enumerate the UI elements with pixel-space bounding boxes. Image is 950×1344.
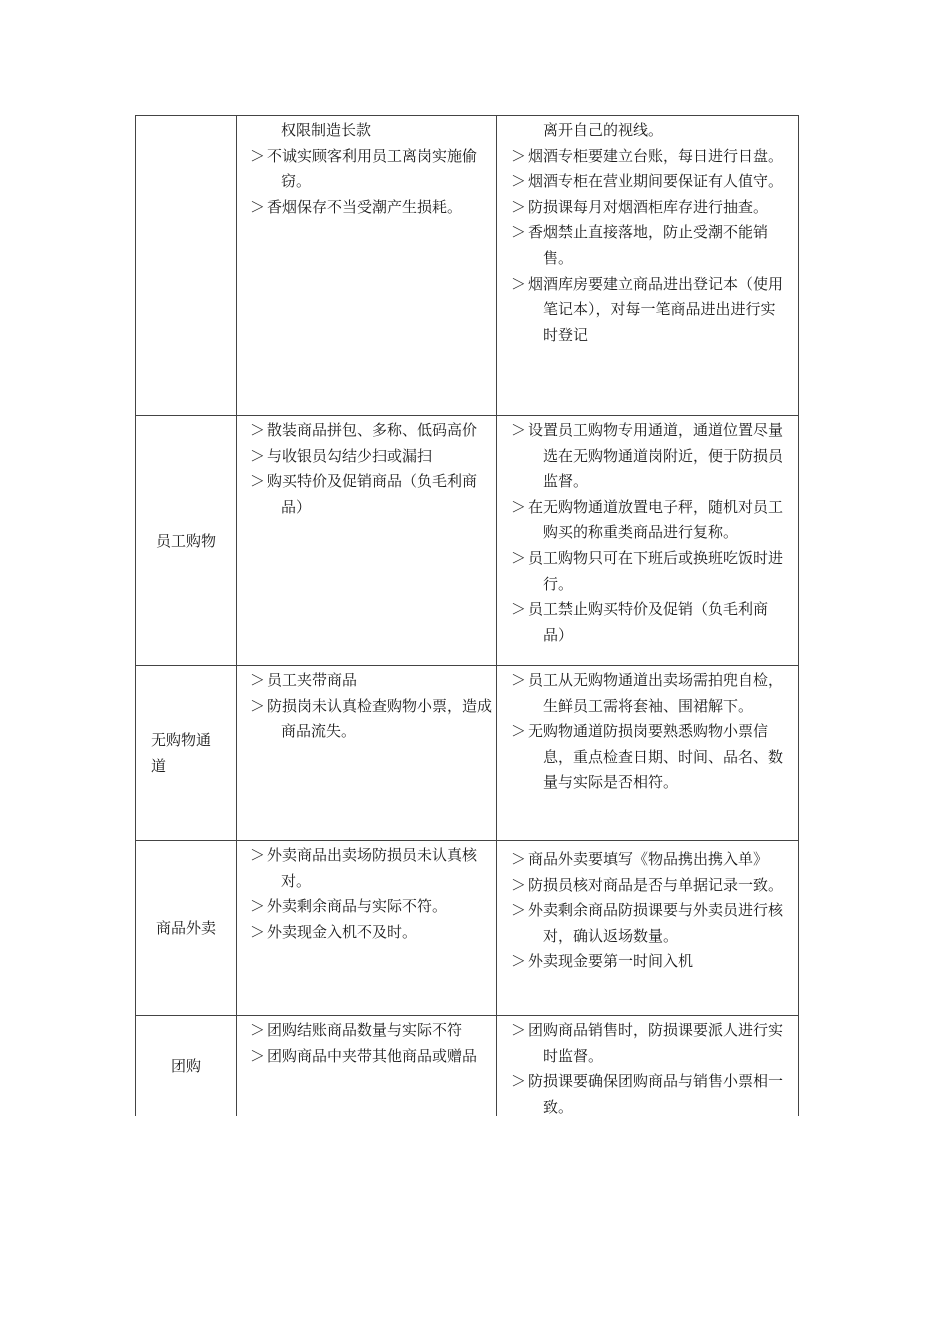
measure-item: ＞ 烟酒专柜要建立台账，每日进行日盘。 xyxy=(511,144,785,170)
category-cell: 团购 xyxy=(170,1057,201,1075)
risk-item: ＞ 外卖剩余商品与实际不符。 xyxy=(250,894,494,920)
arrow-marker: ＞ xyxy=(511,875,527,894)
arrow-marker: ＞ xyxy=(511,146,527,165)
arrow-marker: ＞ xyxy=(511,722,527,741)
measure-item: ＞ 防损课要确保团购商品与销售小票相一致。 xyxy=(511,1069,785,1116)
risk-item: ＞ 购买特价及促销商品（负毛利商品） xyxy=(250,469,494,520)
arrow-marker: ＞ xyxy=(250,846,266,864)
arrow-marker: ＞ xyxy=(511,421,527,439)
arrow-marker: ＞ xyxy=(250,696,266,715)
category-cell: 无购物通道 xyxy=(151,731,212,775)
category-cell xyxy=(136,116,236,415)
arrow-marker: ＞ xyxy=(250,146,266,165)
arrow-marker: ＞ xyxy=(511,497,527,516)
risk-item: ＞ 外卖商品出卖场防损员未认真核对。 xyxy=(250,843,494,894)
arrow-marker: ＞ xyxy=(250,1046,266,1065)
measure-item: ＞ 员工禁止购买特价及促销（负毛利商品） xyxy=(511,597,785,648)
arrow-marker: ＞ xyxy=(511,1021,527,1039)
risk-item: ＞ 团购商品中夹带其他商品或赠品 xyxy=(250,1044,494,1070)
arrow-marker: ＞ xyxy=(250,446,266,465)
measure-item: ＞ 香烟禁止直接落地，防止受潮不能销售。 xyxy=(511,220,785,271)
arrow-marker: ＞ xyxy=(250,197,266,216)
measure-item: ＞ 外卖剩余商品防损课要与外卖员进行核对，确认返场数量。 xyxy=(511,898,785,949)
measure-cell xyxy=(511,668,785,796)
arrow-marker: ＞ xyxy=(250,1021,266,1039)
arrow-marker: ＞ xyxy=(511,600,527,619)
risk-cell xyxy=(250,1018,494,1069)
risk-item: ＞ 与收银员勾结少扫或漏扫 xyxy=(250,444,494,470)
risk-cell xyxy=(250,668,494,745)
measure-item: ＞ 团购商品销售时，防损课要派人进行实时监督。 xyxy=(511,1018,785,1069)
arrow-marker: ＞ xyxy=(250,671,266,689)
measure-item: ＞ 在无购物通道放置电子秤，随机对员工购买的称重类商品进行复称。 xyxy=(511,495,785,546)
category-cell: 员工购物 xyxy=(155,531,216,550)
risk-cell xyxy=(250,118,494,220)
measure-cell xyxy=(511,418,785,648)
risk-item-continuation: 权限制造长款 xyxy=(281,121,372,139)
risk-item: ＞ 团购结账商品数量与实际不符 xyxy=(250,1018,494,1044)
measure-item: ＞ 烟酒专柜在营业期间要保证有人值守。 xyxy=(511,169,785,195)
arrow-marker: ＞ xyxy=(511,223,527,242)
risk-cell xyxy=(250,418,494,520)
arrow-marker: ＞ xyxy=(511,274,527,293)
arrow-marker: ＞ xyxy=(250,922,266,941)
arrow-marker: ＞ xyxy=(511,548,527,567)
arrow-marker: ＞ xyxy=(250,472,266,491)
arrow-marker: ＞ xyxy=(511,901,527,920)
measure-item: ＞ 员工从无购物通道出卖场需拍兜自检，生鲜员工需将套袖、围裙解下。 xyxy=(511,668,785,719)
measure-item: ＞ 防损课每月对烟酒柜库存进行抽查。 xyxy=(511,195,785,221)
category-cell: 商品外卖 xyxy=(155,919,216,937)
table-row xyxy=(136,116,799,416)
arrow-marker: ＞ xyxy=(511,850,527,868)
risk-item: ＞ 员工夹带商品 xyxy=(250,668,494,694)
arrow-marker: ＞ xyxy=(511,671,527,689)
risk-item: ＞ 防损岗未认真检查购物小票，造成商品流失。 xyxy=(250,694,494,745)
table-row xyxy=(136,1016,799,1116)
table-row xyxy=(136,666,799,841)
measure-item: ＞ 烟酒库房要建立商品进出登记本（使用笔记本），对每一笔商品进出进行实时登记 xyxy=(511,272,785,349)
risk-item: ＞ 外卖现金入机不及时。 xyxy=(250,920,494,946)
measure-item: ＞ 无购物通道防损岗要熟悉购物小票信息，重点检查日期、时间、品名、数量与实际是否相符。 xyxy=(511,719,785,796)
arrow-marker: ＞ xyxy=(250,421,266,439)
arrow-marker: ＞ xyxy=(511,952,527,971)
arrow-marker: ＞ xyxy=(511,197,527,216)
measure-cell xyxy=(511,1018,785,1116)
measure-item: ＞ 商品外卖要填写《物品携出携入单》 xyxy=(511,847,785,873)
risk-item: ＞ 香烟保存不当受潮产生损耗。 xyxy=(250,195,494,221)
measure-item: ＞ 设置员工购物专用通道，通道位置尽量选在无购物通道岗附近，便于防损员监督。 xyxy=(511,418,785,495)
measure-item: ＞ 防损员核对商品是否与单据记录一致。 xyxy=(511,873,785,899)
table-row xyxy=(136,416,799,666)
measure-cell xyxy=(511,118,785,348)
measure-item: ＞ 外卖现金要第一时间入机 xyxy=(511,949,785,975)
arrow-marker: ＞ xyxy=(511,172,527,191)
risk-item: ＞ 不诚实顾客利用员工离岗实施偷窃。 xyxy=(250,144,494,195)
arrow-marker: ＞ xyxy=(511,1072,527,1091)
measure-cell xyxy=(511,847,785,975)
risk-cell xyxy=(250,843,494,945)
risk-item: ＞ 散装商品拼包、多称、低码高价 xyxy=(250,418,494,444)
table-row xyxy=(136,841,799,1016)
loss-prevention-table xyxy=(135,115,799,1116)
measure-item: ＞ 员工购物只可在下班后或换班吃饭时进行。 xyxy=(511,546,785,597)
arrow-marker: ＞ xyxy=(250,897,266,916)
measure-item-continuation: 离开自己的视线。 xyxy=(543,121,664,139)
